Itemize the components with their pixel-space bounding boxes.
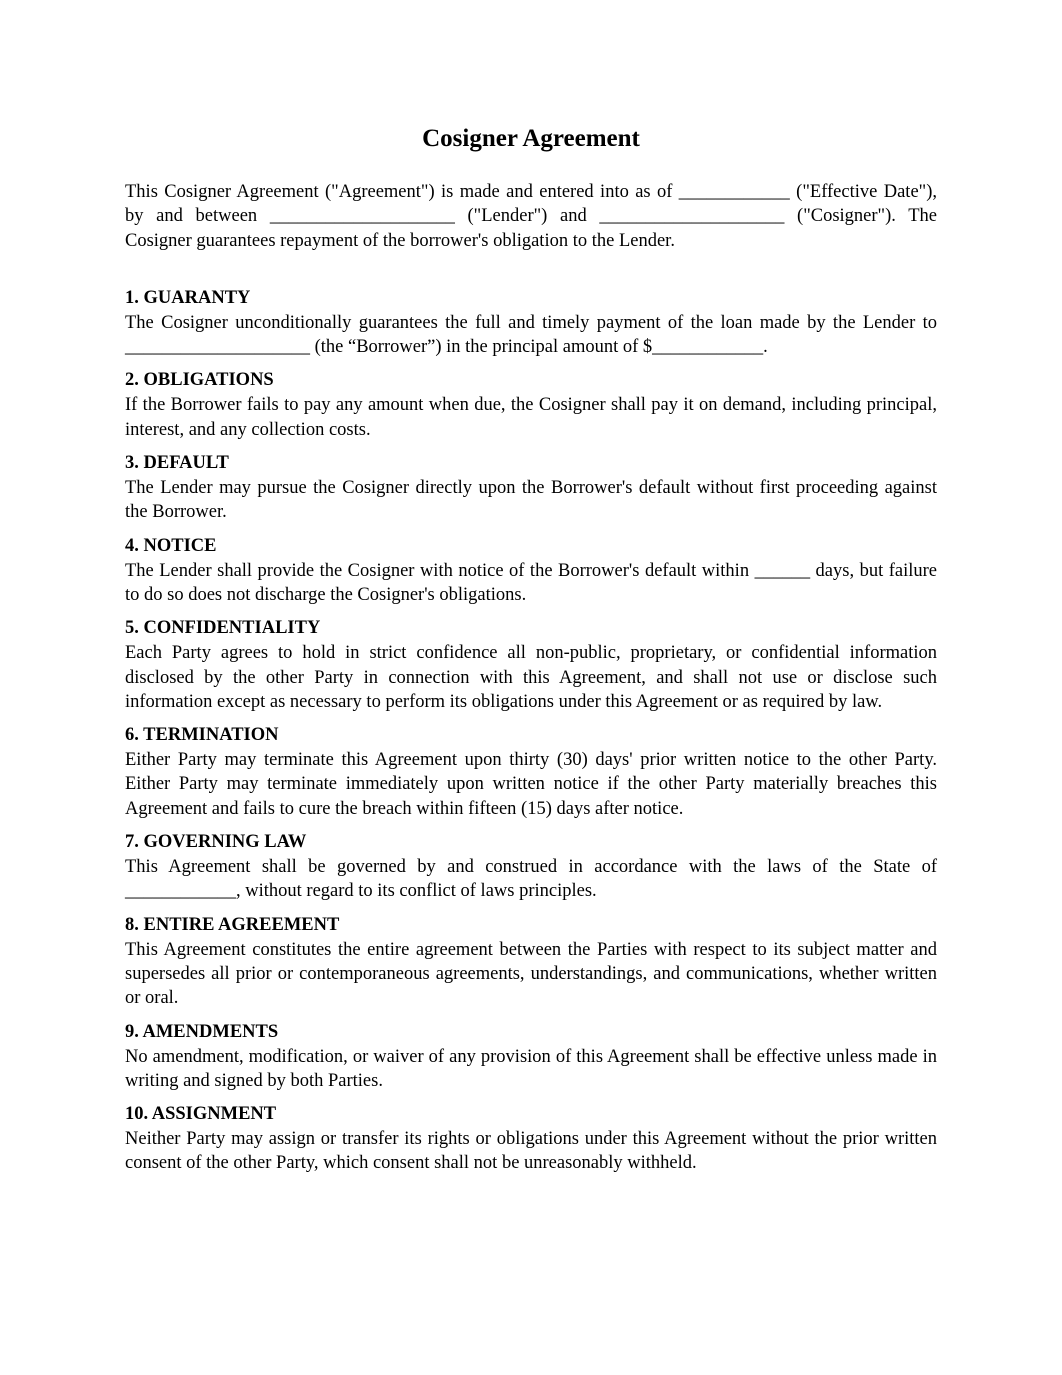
section-heading: 7. GOVERNING LAW <box>125 832 307 853</box>
section-assignment <box>125 1102 937 1176</box>
section-heading: 6. TERMINATION <box>125 725 279 746</box>
section-body: If the Borrower fails to pay any amount when due, the Cosigner shall pay it on demand, including principal, interest, and any collection costs. <box>125 395 937 440</box>
section-heading: 1. GUARANTY <box>125 287 251 308</box>
section-body: Each Party agrees to hold in strict confidence all non-public, proprietary, or confidential information disclosed by the other Party in connection with this Agreement, and shall not use or disclose such information except as necessary to perform its obligations under this Agreement or as required by law. <box>125 643 937 712</box>
section-termination <box>125 723 937 821</box>
section-heading: 2. OBLIGATIONS <box>125 370 274 391</box>
section-body: The Lender may pursue the Cosigner directly upon the Borrower's default without first proceeding against the Borrower. <box>125 478 937 523</box>
section-entire-agreement <box>125 913 937 1011</box>
section-heading: 5. CONFIDENTIALITY <box>125 618 321 639</box>
section-heading: 4. NOTICE <box>125 535 217 556</box>
section-heading: 10. ASSIGNMENT <box>125 1104 277 1125</box>
document-page <box>125 122 937 1176</box>
section-body: This Agreement constitutes the entire agreement between the Parties with respect to its subject matter and supersedes all prior or contemporaneous agreements, understandings, and communications, whether written or oral. <box>125 939 937 1009</box>
section-body: This Agreement shall be governed by and construed in accordance with the laws of the State of ____________, without regard to its conflict of laws principles. <box>125 857 937 902</box>
section-confidentiality <box>125 616 937 714</box>
section-default <box>125 451 937 525</box>
section-guaranty <box>125 286 937 360</box>
section-heading: 9. AMENDMENTS <box>125 1021 279 1042</box>
section-body: The Lender shall provide the Cosigner with notice of the Borrower's default within ______ days, but failure to do so does not discharge the Cosigner's obligations. <box>125 560 937 605</box>
section-heading: 8. ENTIRE AGREEMENT <box>125 914 340 935</box>
section-governing-law <box>125 830 937 904</box>
section-notice <box>125 534 937 608</box>
section-obligations <box>125 368 937 442</box>
section-body: The Cosigner unconditionally guarantees the full and timely payment of the loan made by the Lender to ____________________ (the “Borrower”) in the principal amount of $____________. <box>125 312 937 358</box>
section-body: Either Party may terminate this Agreement upon thirty (30) days' prior written notice to the other Party. Either Party may terminate immediately upon written notice if the other Party materially breaches this Agreement and fails to cure the breach within fifteen (15) days after notice. <box>125 750 937 819</box>
section-heading: 3. DEFAULT <box>125 453 229 474</box>
section-body: Neither Party may assign or transfer its rights or obligations under this Agreement without the prior written consent of the other Party, which consent shall not be unreasonably withheld. <box>125 1129 937 1174</box>
section-body: No amendment, modification, or waiver of any provision of this Agreement shall be effective unless made in writing and signed by both Parties. <box>125 1046 937 1091</box>
document-title: Cosigner Agreement <box>422 125 640 152</box>
section-amendments <box>125 1020 937 1094</box>
intro-paragraph: This Cosigner Agreement ("Agreement") is made and entered into as of ____________ ("Effective Date"), by and between ____________________ ("Lender") and ____________________ ("Cosigner"). The Cosigner guarantees repayment of the borrower's obligation to the Lender. <box>125 182 937 251</box>
sections-list <box>125 286 937 1176</box>
